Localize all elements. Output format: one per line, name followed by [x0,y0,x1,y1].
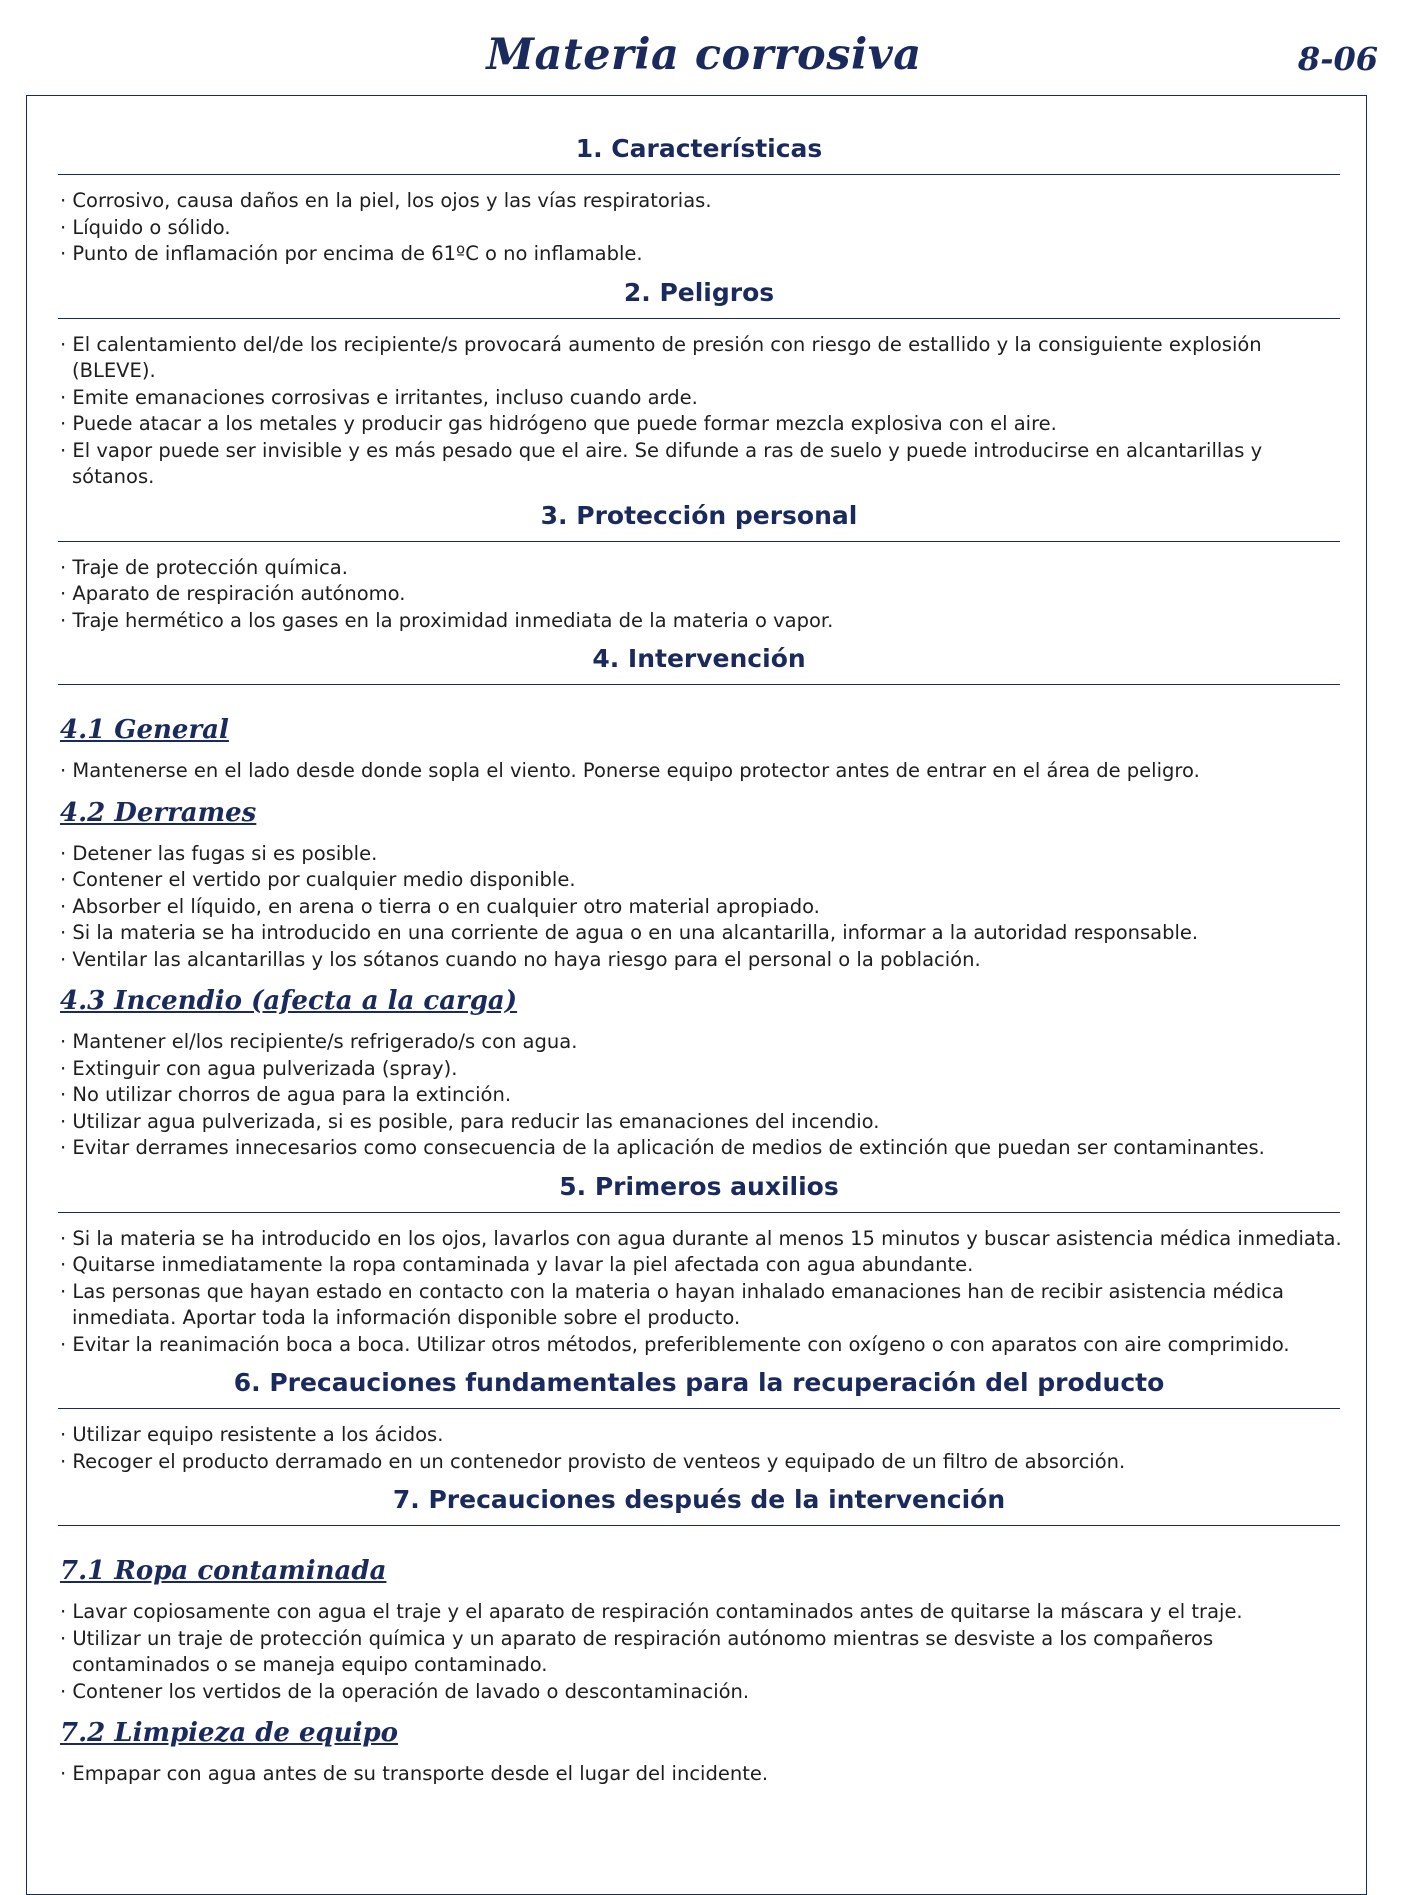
list-item: · Ventilar las alcantarillas y los sótanos cuando no haya riesgo para el personal o la población. [60,947,981,971]
list-item: · Las personas que hayan estado en contacto con la materia o hayan inhalado emanaciones han de recibir asistencia médica inmediata. Aportar toda la información disponible sobre el producto. [60,1279,1284,1329]
subsection-heading-limpieza-equipo: 7.2 Limpieza de equipo [60,1718,399,1748]
list-derrames [60,841,1342,974]
list-item: · Detener las fugas si es posible. [60,841,378,865]
list-item: · Quitarse inmediatamente la ropa contaminada y lavar la piel afectada con agua abundante. [60,1253,974,1276]
list-item: · Lavar copiosamente con agua el traje y el aparato de respiración contaminados antes de quitarse la máscara y el traje. [60,1600,1243,1623]
section-heading-peligros: 2. Peligros [58,272,1340,319]
list-item: · Corrosivo, causa daños en la piel, los ojos y las vías respiratorias. [60,189,712,212]
list-item: · Traje hermético a los gases en la proximidad inmediata de la materia o vapor. [60,608,834,632]
list-limpieza-equipo [60,1761,1342,1788]
list-item: · Contener el vertido por cualquier medio disponible. [60,868,576,891]
list-incendio [60,1029,1342,1162]
list-item: · Mantenerse en el lado desde donde sopla el viento. Ponerse equipo protector antes de entrar en el área de peligro. [60,759,1200,782]
list-item: · Absorber el líquido, en arena o tierra o en cualquier otro material apropiado. [60,894,820,918]
list-item: · Mantener el/los recipiente/s refrigerado/s con agua. [60,1030,578,1053]
list-item: · Punto de inflamación por encima de 61ºC o no inflamable. [60,242,643,265]
list-ropa-contaminada [60,1599,1342,1705]
list-primeros-auxilios [60,1226,1342,1359]
page-header [0,0,1408,95]
document-body [60,128,1342,1792]
list-item: · El vapor puede ser invisible y es más pesado que el aire. Se difunde a ras de suelo y puede introducirse en alcantarillas y sótanos. [60,438,1263,488]
list-item: · Utilizar agua pulverizada, si es posible, para reducir las emanaciones del incendio. [60,1109,880,1133]
list-general [60,758,1342,785]
subsection-heading-derrames: 4.2 Derrames [60,797,257,828]
list-item: · Empapar con agua antes de su transporte desde el lugar del incidente. [60,1762,769,1785]
list-item: · Si la materia se ha introducido en una corriente de agua o en una alcantarilla, informar a la autoridad responsable. [60,921,1199,944]
section-heading-caracteristicas: 1. Características [58,128,1340,175]
list-item: · Líquido o sólido. [60,215,231,239]
list-item: · Emite emanaciones corrosivas e irritantes, incluso cuando arde. [60,385,698,409]
list-item: · El calentamiento del/de los recipiente/s provocará aumento de presión con riesgo de estallido y la consiguiente explosión (BLEVE). [60,332,1262,382]
section-heading-proteccion-personal: 3. Protección personal [58,495,1340,542]
section-heading-intervencion: 4. Intervención [58,638,1340,685]
page-number: 8-06 [1297,40,1378,78]
section-heading-precauciones-despues: 7. Precauciones después de la intervención [58,1479,1340,1526]
list-item: · Traje de protección química. [60,555,348,579]
document-title: Materia corrosiva [486,30,922,80]
subsection-heading-general: 4.1 General [60,715,229,745]
list-item: · Si la materia se ha introducido en los ojos, lavarlos con agua durante al menos 15 minutos y buscar asistencia médica inmediata. [60,1226,1342,1250]
subsection-heading-ropa-contaminada: 7.1 Ropa contaminada [60,1556,387,1586]
subsection-heading-incendio: 4.3 Incendio (afecta a la carga) [60,986,518,1016]
list-caracteristicas [60,188,1342,268]
section-heading-primeros-auxilios: 5. Primeros auxilios [58,1166,1340,1213]
list-item: · No utilizar chorros de agua para la extinción. [60,1083,512,1106]
list-item: · Aparato de respiración autónomo. [60,582,406,605]
list-item: · Puede atacar a los metales y producir gas hidrógeno que puede formar mezcla explosiva con el aire. [60,412,1057,435]
list-item: · Evitar derrames innecesarios como consecuencia de la aplicación de medios de extinción que puedan ser contaminantes. [60,1136,1265,1159]
list-item: · Contener los vertidos de la operación de lavado o descontaminación. [60,1679,750,1703]
section-heading-recuperacion-producto: 6. Precauciones fundamentales para la recuperación del producto [58,1362,1340,1409]
list-item: · Extinguir con agua pulverizada (spray). [60,1056,458,1080]
list-item: · Recoger el producto derramado en un contenedor provisto de venteos y equipado de un filtro de absorción. [60,1449,1126,1473]
list-item: · Utilizar equipo resistente a los ácidos. [60,1423,444,1446]
list-item: · Utilizar un traje de protección química y un aparato de respiración autónomo mientras se desviste a los compañeros contaminados o se maneja equipo contaminado. [60,1626,1214,1676]
list-proteccion-personal [60,555,1342,635]
list-peligros [60,332,1342,491]
list-recuperacion-producto [60,1422,1342,1475]
list-item: · Evitar la reanimación boca a boca. Utilizar otros métodos, preferiblemente con oxígeno o con aparatos con aire comprimido. [60,1332,1290,1356]
